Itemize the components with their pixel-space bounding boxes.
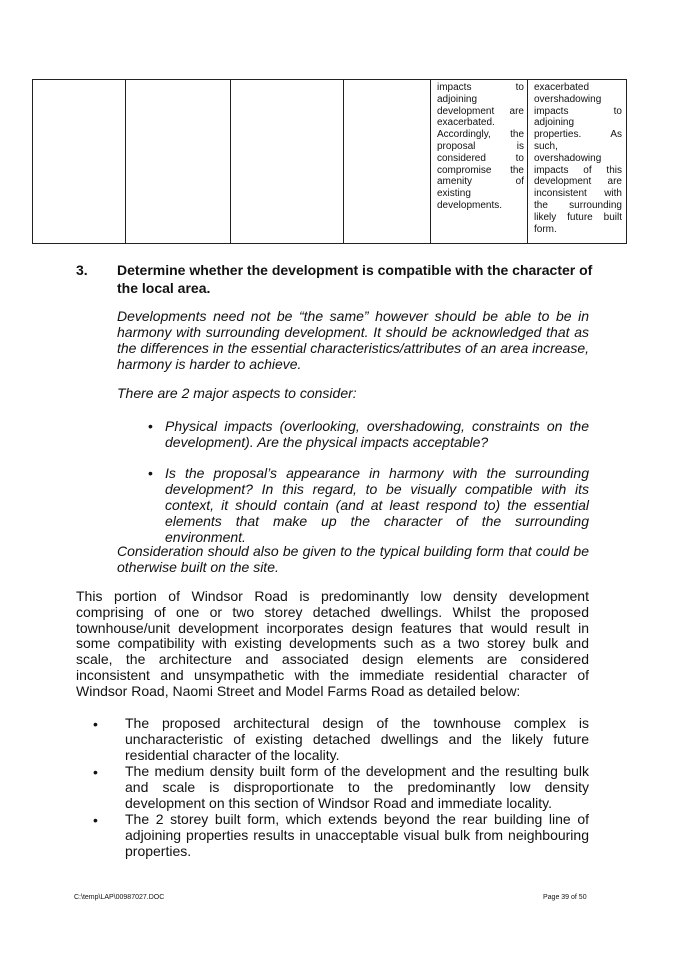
section-heading: Determine whether the development is compatible with the character of the local area. [117, 262, 593, 296]
table-cell-line: overshadowing [534, 152, 602, 164]
table-cell-line: adjoining [437, 93, 478, 105]
table-cell-line: the surrounding [534, 199, 622, 211]
bullet-icon: • [148, 465, 153, 481]
table-cell-comment [528, 80, 627, 244]
table-cell-line: properties. As [534, 129, 622, 141]
bullet-icon: • [93, 812, 98, 828]
table-cell-line: Accordingly, the [437, 129, 524, 141]
table-cell-text [528, 80, 626, 235]
guideline-paragraph: Developments need not be “the same” however should be able to be in harmony with surrounding development. It should be acknowledged that as the differences in the essential characteristics/attributes of an area increase, harmony is harder to achieve. [117, 308, 589, 372]
table-cell-comment [431, 80, 528, 244]
guideline-paragraph: There are 2 major aspects to consider: [117, 385, 357, 401]
table-cell-line: considered to [437, 152, 524, 164]
table-cell-line: proposal is [437, 140, 524, 152]
table-cell-line: inconsistent with [534, 188, 622, 200]
table-cell-line: overshadowing [534, 93, 602, 105]
table-cell-line: such, [534, 140, 558, 152]
table-cell-empty [126, 80, 231, 244]
section-number: 3. [76, 262, 88, 278]
list-item: The medium density built form of the development and the resulting bulk and scale is disproportionate to the predominantly low density development on this section of Windsor Road and immediate locality. [125, 763, 589, 811]
guideline-paragraph: Consideration should also be given to the typical building form that could be otherwise built on the site. [117, 543, 589, 575]
table-cell-line: impacts of this [534, 164, 622, 176]
assessment-table-continuation [32, 79, 627, 244]
table-cell-empty [33, 80, 126, 244]
table-cell-line: existing [437, 188, 471, 200]
guideline-bullet: Physical impacts (overlooking, overshadowing, constraints on the development). Are the physical impacts acceptable? [165, 418, 589, 450]
table-cell-line: impacts to [437, 82, 524, 93]
bullet-icon: • [93, 716, 98, 732]
table-cell-line: exacerbated. [437, 117, 495, 129]
table-cell-text [431, 80, 527, 212]
assessment-paragraph: This portion of Windsor Road is predominantly low density development comprising of one or two storey detached dwellings. Whilst the proposed townhouse/unit development incorporates design features that would result in some compatibility with existing developments such as a two storey bulk and scale, the architecture and associated design elements are considered inconsistent and unsympathetic with the immediate residential character of Windsor Road, Naomi Street and Model Farms Road as detailed below: [76, 588, 589, 699]
table-cell-empty [231, 80, 344, 244]
table-cell-empty [344, 80, 431, 244]
guideline-bullet: Is the proposal’s appearance in harmony with the surrounding development? In this regard, to be visually compatible with its context, it should contain (and at least respond to) the essential elements that make up the character of the surrounding environment. [165, 465, 589, 545]
table-cell-line: development are [534, 176, 622, 188]
table-cell-line: likely future built [534, 211, 622, 223]
table-cell-line: developments. [437, 199, 503, 211]
table-cell-line: development are [437, 105, 524, 117]
table-cell-line: impacts to [534, 105, 622, 117]
table-cell-line: compromise the [437, 164, 524, 176]
table-cell-line: amenity of [437, 176, 524, 188]
footer-page-number: Page 39 of 50 [543, 894, 587, 901]
table-cell-line: form. [534, 223, 557, 235]
list-item: The proposed architectural design of the townhouse complex is uncharacteristic of existing detached dwellings and the likely future residential character of the locality. [125, 715, 589, 763]
bullet-icon: • [148, 418, 153, 434]
table-cell-line: exacerbated [534, 82, 590, 93]
bullet-icon: • [93, 764, 98, 780]
list-item: The 2 storey built form, which extends beyond the rear building line of adjoining properties results in unacceptable visual bulk from neighbouring properties. [125, 811, 589, 859]
footer-file-path: C:\temp\LAP\00987027.DOC [74, 894, 165, 901]
table-cell-line: adjoining [534, 117, 575, 129]
